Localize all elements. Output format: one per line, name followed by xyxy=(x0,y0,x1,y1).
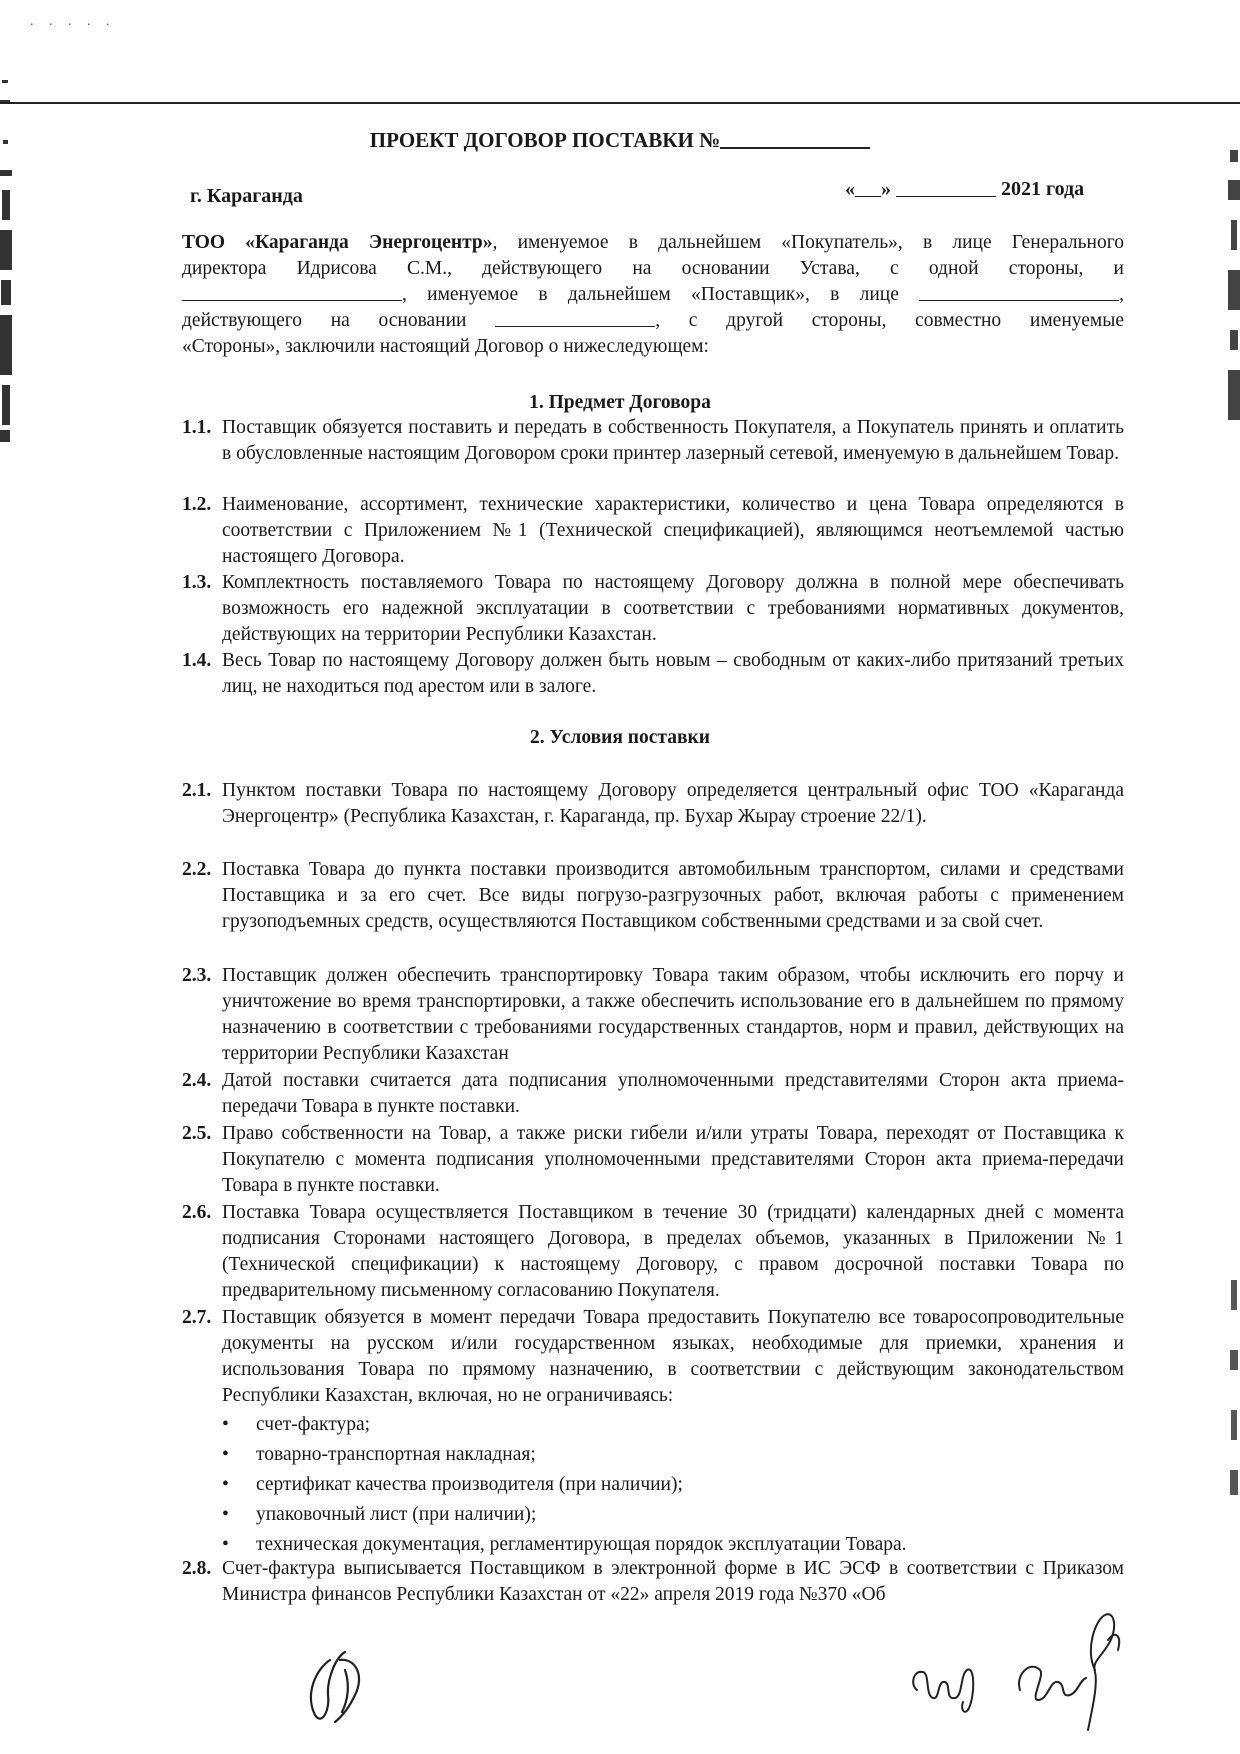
date-close-quote: » xyxy=(881,178,891,200)
clause-number: 2.5. xyxy=(182,1123,212,1144)
clause-number: 1.2. xyxy=(182,494,212,515)
contract-date xyxy=(845,178,1084,201)
date-year: 2021 года xyxy=(1001,178,1085,200)
clause-text: Поставка Товара до пункта поставки производится автомобильным транспортом, силами и средствами Поставщика и за его счет. Все виды погрузо-разгрузочных работ, включая работы с применением грузоподъемных средств, осуществляются Поставщиком собственными средствами и за свой счет. xyxy=(222,859,1124,932)
clause-number: 2.7. xyxy=(182,1307,212,1328)
list-item: • сертификат качества производителя (при наличии); xyxy=(222,1470,1122,1500)
section-2-title: 2. Условия поставки xyxy=(530,727,710,748)
supplier-basis-blank xyxy=(495,326,655,327)
clause-1-2 xyxy=(182,492,1124,570)
clause-number: 1.4. xyxy=(182,650,212,671)
preamble-line-3-end: , xyxy=(1119,284,1125,305)
clause-number: 2.3. xyxy=(182,965,212,986)
city: г. Караганда xyxy=(190,185,303,207)
clause-text: Поставка Товара осуществляется Поставщиком в течение 30 (тридцати) календарных дней с момента подписания Сторонами настоящего Договора, в пределах объемов, указанных в Приложении №1 (Технической спецификации) к настоящему Договору, с правом досрочной поставки Товара по предварительному письменному согласованию Покупателя. xyxy=(222,1202,1124,1301)
clause-text: Счет-фактура выписывается Поставщиком в электронной форме в ИС ЭСФ в соответствии с Приказом Министра финансов Республики Казахстан от «22» апреля 2019 года №370 «Об xyxy=(222,1558,1124,1605)
preamble-line-1: , именуемое в дальнейшем «Покупатель», в лице Генерального xyxy=(492,232,1124,253)
clause-2-8 xyxy=(182,1556,1124,1608)
clause-number: 2.2. xyxy=(182,859,212,880)
scan-marks: . . . . . xyxy=(30,14,116,29)
clause-number: 1.1. xyxy=(182,417,212,438)
date-open-quote: « xyxy=(845,178,855,200)
clause-2-5 xyxy=(182,1121,1124,1199)
signature-middle xyxy=(905,1640,995,1720)
preamble-line-4-end: , с другой стороны, совместно именуемые xyxy=(655,310,1124,331)
clause-2-1 xyxy=(182,778,1124,830)
clause-text: Наименование, ассортимент, технические характеристики, количество и цена Товара определяются в соответствии с Приложением №1 (Технической спецификацией), являющимся неотъемлемой частью настоящего Договора. xyxy=(222,494,1124,567)
list-item: • счет-фактура; xyxy=(222,1410,1122,1440)
signature-initials-left xyxy=(300,1640,380,1730)
scan-edge-right-lower xyxy=(1228,1280,1240,1510)
clause-number: 2.4. xyxy=(182,1070,212,1091)
clause-text: Поставщик обязуется поставить и передать в собственность Покупателя, а Покупатель принять и оплатить в обусловленные настоящим Договором сроки принтер лазерный сетевой, именуемую в дальнейшем Товар. xyxy=(222,417,1124,464)
supplier-name-blank xyxy=(182,300,402,301)
section-1-title: 1. Предмет Договора xyxy=(529,392,711,413)
signature-right xyxy=(1000,1600,1130,1740)
preamble-line-5: «Стороны», заключили настоящий Договор о нижеследующем: xyxy=(182,336,709,357)
clause-number: 2.6. xyxy=(182,1202,212,1223)
page-title xyxy=(0,128,1240,153)
list-item: • товарно-транспортная накладная; xyxy=(222,1440,1122,1470)
month-blank xyxy=(896,196,996,197)
clause-number: 2.1. xyxy=(182,780,212,801)
clause-2-2 xyxy=(182,857,1124,935)
clause-2-7 xyxy=(182,1305,1124,1409)
clause-text: Весь Товар по настоящему Договору должен быть новым – свободным от каких-либо притязаний третьих лиц, не находиться под арестом или в залоге. xyxy=(222,650,1124,697)
preamble-line-2: директора Идрисова С.М., действующего на основании Устава, с одной стороны, и xyxy=(182,258,1124,279)
top-rule xyxy=(0,102,1240,104)
preamble-line-3: , именуемое в дальнейшем «Поставщик», в лице xyxy=(402,284,899,305)
supplier-rep-blank xyxy=(919,300,1119,301)
clause-text: Поставщик обязуется в момент передачи Товара предоставить Покупателю все товаросопроводительные документы на русском и/или государственном языках, необходимые для приемки, хранения и использования Товара по прямому назначению, в соответствии с действующим законодательством Республики Казахстан, включая, но не ограничиваясь: xyxy=(222,1307,1124,1406)
title-text: ПРОЕКТ ДОГОВОР ПОСТАВКИ № xyxy=(369,128,721,152)
clause-number: 1.3. xyxy=(182,572,212,593)
clause-text: Поставщик должен обеспечить транспортировку Товара таким образом, чтобы исключить его порчу и уничтожение во время транспортировки, а также обеспечить использование его в дальнейшем по прямому назначению в соответствии с требованиями государственных стандартов, норм и правил, действующих на территории Республики Казахстан xyxy=(222,965,1124,1064)
clause-2-6 xyxy=(182,1200,1124,1304)
clause-number: 2.8. xyxy=(182,1558,212,1579)
clause-text: Пунктом поставки Товара по настоящему Договору определяется центральный офис ТОО «Караганда Энергоцентр» (Республика Казахстан, г. Караганда, пр. Бухар Жырау строение 22/1). xyxy=(222,780,1124,827)
contract-number-blank xyxy=(720,147,870,149)
clause-2-4 xyxy=(182,1068,1124,1120)
list-item: • упаковочный лист (при наличии); xyxy=(222,1500,1122,1530)
clause-text: Датой поставки считается дата подписания уполномоченными представителями Сторон акта приема-передачи Товара в пункте поставки. xyxy=(222,1070,1124,1117)
preamble xyxy=(182,230,1124,360)
buyer-company: ТОО «Караганда Энергоцентр» xyxy=(182,232,493,253)
list-item: • техническая документация, регламентирующая порядок эксплуатации Товара. xyxy=(222,1530,1122,1560)
document-list xyxy=(222,1410,1122,1560)
day-blank xyxy=(855,196,881,197)
clause-1-1 xyxy=(182,415,1124,467)
clause-1-3 xyxy=(182,570,1124,648)
clause-2-3 xyxy=(182,963,1124,1067)
clause-1-4 xyxy=(182,648,1124,700)
clause-text: Право собственности на Товар, а также риски гибели и/или утраты Товара, переходят от Поставщика к Покупателю с момента подписания уполномоченными представителями Сторон акта приема-передачи Товара в пункте поставки. xyxy=(222,1123,1124,1196)
clause-text: Комплектность поставляемого Товара по настоящему Договору должна в полной мере обеспечивать возможность его надежной эксплуатации в соответствии с требованиями нормативных документов, действующих на территории Республики Казахстан. xyxy=(222,572,1124,645)
preamble-line-4-start: действующего на основании xyxy=(182,310,467,331)
